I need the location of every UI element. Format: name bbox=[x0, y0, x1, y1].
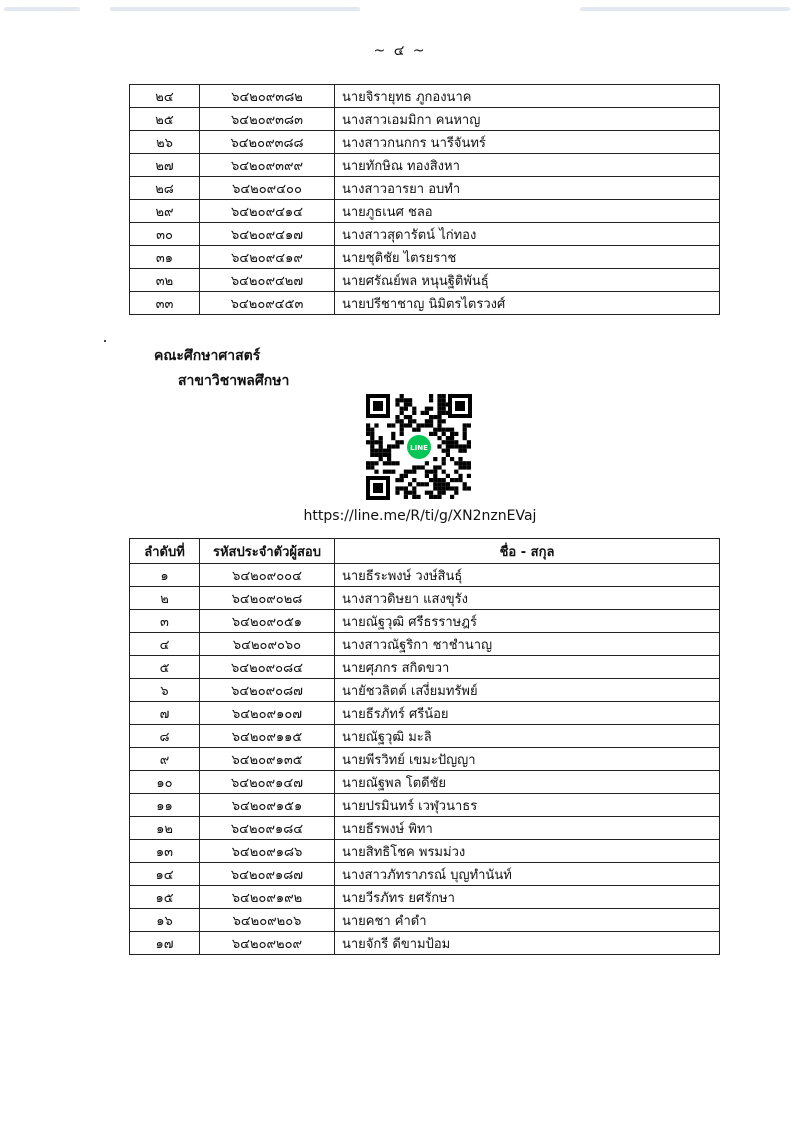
major-title: สาขาวิชาพลศึกษา bbox=[178, 373, 290, 389]
table-row bbox=[130, 177, 720, 200]
row-index: ๓ bbox=[130, 610, 200, 633]
row-index: ๒๙ bbox=[130, 200, 200, 223]
row-index: ๓๓ bbox=[130, 292, 200, 315]
row-code: ๖๔๒๐๙๐๘๗ bbox=[200, 679, 335, 702]
table-row bbox=[130, 656, 720, 679]
table-row bbox=[130, 932, 720, 955]
row-index: ๑๒ bbox=[130, 817, 200, 840]
row-name: นางสาวอารยา อบทำ bbox=[335, 177, 720, 200]
line-group-link[interactable]: https://line.me/R/ti/g/XN2nznEVaj bbox=[303, 508, 537, 524]
row-index: ๑๑ bbox=[130, 794, 200, 817]
row-code: ๖๔๒๐๙๑๓๕ bbox=[200, 748, 335, 771]
row-index: ๙ bbox=[130, 748, 200, 771]
row-name: นายวีรภัทร ยศรักษา bbox=[335, 886, 720, 909]
table-header-row bbox=[130, 539, 720, 564]
row-code: ๖๔๒๐๙๐๐๔ bbox=[200, 564, 335, 587]
row-index: ๑๖ bbox=[130, 909, 200, 932]
table-row bbox=[130, 771, 720, 794]
row-index: ๒๗ bbox=[130, 154, 200, 177]
table-row bbox=[130, 154, 720, 177]
row-name: นายธีรพงษ์ พิทา bbox=[335, 817, 720, 840]
row-index: ๑๕ bbox=[130, 886, 200, 909]
header-code: รหัสประจำตัวผู้สอบ bbox=[200, 539, 335, 564]
faint-header-line bbox=[0, 7, 800, 11]
row-code: ๖๔๒๐๙๔๑๙ bbox=[200, 246, 335, 269]
row-index: ๒๕ bbox=[130, 108, 200, 131]
table-row bbox=[130, 108, 720, 131]
row-code: ๖๔๒๐๙๑๙๒ bbox=[200, 886, 335, 909]
table-row bbox=[130, 702, 720, 725]
row-name: นายธีระพงษ์ วงษ์สินธุ์ bbox=[335, 564, 720, 587]
row-code: ๖๔๒๐๙๒๐๖ bbox=[200, 909, 335, 932]
row-name: นายปรมินทร์ เวฬุวนาธร bbox=[335, 794, 720, 817]
table-row bbox=[130, 223, 720, 246]
line-logo-text: LINE bbox=[410, 444, 428, 452]
table-row bbox=[130, 817, 720, 840]
row-index: ๒ bbox=[130, 587, 200, 610]
row-name: นายภูธเนศ ชลอ bbox=[335, 200, 720, 223]
bottom-student-table bbox=[129, 538, 720, 955]
table-row bbox=[130, 85, 720, 108]
row-code: ๖๔๒๐๙๓๘๓ bbox=[200, 108, 335, 131]
row-code: ๖๔๒๐๙๔๕๓ bbox=[200, 292, 335, 315]
row-code: ๖๔๒๐๙๑๑๕ bbox=[200, 725, 335, 748]
row-name: นายปรีชาชาญ นิมิตรไตรวงศ์ bbox=[335, 292, 720, 315]
row-code: ๖๔๒๐๙๑๘๖ bbox=[200, 840, 335, 863]
row-code: ๖๔๒๐๙๔๐๐ bbox=[200, 177, 335, 200]
row-code: ๖๔๒๐๙๐๖๐ bbox=[200, 633, 335, 656]
row-code: ๖๔๒๐๙๓๘๒ bbox=[200, 85, 335, 108]
row-index: ๒๘ bbox=[130, 177, 200, 200]
row-code: ๖๔๒๐๙๓๙๙ bbox=[200, 154, 335, 177]
row-name: นายศรัณย์พล หนุนฐิติพันธุ์ bbox=[335, 269, 720, 292]
qr-code-image bbox=[364, 392, 474, 502]
row-name: นายทักษิณ ทองสิงหา bbox=[335, 154, 720, 177]
row-index: ๑ bbox=[130, 564, 200, 587]
table-row bbox=[130, 633, 720, 656]
table-row bbox=[130, 269, 720, 292]
row-name: นายสิทธิโชค พรมม่วง bbox=[335, 840, 720, 863]
row-code: ๖๔๒๐๙๒๐๙ bbox=[200, 932, 335, 955]
row-code: ๖๔๒๐๙๐๒๘ bbox=[200, 587, 335, 610]
row-name: นายณัฐพล โตดีชัย bbox=[335, 771, 720, 794]
row-name: นางสาวภัทราภรณ์ บุญทำนันท์ bbox=[335, 863, 720, 886]
table-row bbox=[130, 246, 720, 269]
row-index: ๔ bbox=[130, 633, 200, 656]
row-index: ๑๐ bbox=[130, 771, 200, 794]
row-index: ๖ bbox=[130, 679, 200, 702]
table-row bbox=[130, 886, 720, 909]
row-index: ๘ bbox=[130, 725, 200, 748]
row-code: ๖๔๒๐๙๑๕๑ bbox=[200, 794, 335, 817]
table-row bbox=[130, 131, 720, 154]
header-name: ชื่อ - สกุล bbox=[335, 539, 720, 564]
row-name: นายจักรี ดีขามป้อม bbox=[335, 932, 720, 955]
row-code: ๖๔๒๐๙๓๘๘ bbox=[200, 131, 335, 154]
table-row bbox=[130, 909, 720, 932]
row-code: ๖๔๒๐๙๐๕๑ bbox=[200, 610, 335, 633]
stray-dot bbox=[104, 340, 106, 342]
table-row bbox=[130, 564, 720, 587]
row-name: นายัชวลิตต์ เสงี่ยมทรัพย์ bbox=[335, 679, 720, 702]
row-index: ๑๓ bbox=[130, 840, 200, 863]
row-name: นางสาวกนกกร นารีจันทร์ bbox=[335, 131, 720, 154]
row-code: ๖๔๒๐๙๔๒๗ bbox=[200, 269, 335, 292]
row-name: นางสาวดิษยา แสงขุรัง bbox=[335, 587, 720, 610]
row-code: ๖๔๒๐๙๑๐๗ bbox=[200, 702, 335, 725]
faculty-title: คณะศึกษาศาสตร์ bbox=[154, 348, 261, 364]
row-name: นายจิรายุทธ ภูกองนาค bbox=[335, 85, 720, 108]
row-index: ๑๔ bbox=[130, 863, 200, 886]
table-row bbox=[130, 794, 720, 817]
row-name: นายณัฐวุฒิ ศรีธรราษฎร์ bbox=[335, 610, 720, 633]
top-student-table bbox=[129, 84, 720, 315]
row-name: นายณัฐวุฒิ มะลิ bbox=[335, 725, 720, 748]
row-index: ๑๗ bbox=[130, 932, 200, 955]
row-index: ๒๔ bbox=[130, 85, 200, 108]
table-row bbox=[130, 840, 720, 863]
row-index: ๕ bbox=[130, 656, 200, 679]
row-name: นายคชา คำดำ bbox=[335, 909, 720, 932]
row-index: ๓๑ bbox=[130, 246, 200, 269]
row-index: ๒๖ bbox=[130, 131, 200, 154]
row-index: ๓๒ bbox=[130, 269, 200, 292]
row-code: ๖๔๒๐๙๑๔๗ bbox=[200, 771, 335, 794]
row-code: ๖๔๒๐๙๔๑๔ bbox=[200, 200, 335, 223]
row-code: ๖๔๒๐๙๔๑๗ bbox=[200, 223, 335, 246]
row-code: ๖๔๒๐๙๑๘๔ bbox=[200, 817, 335, 840]
row-code: ๖๔๒๐๙๑๘๗ bbox=[200, 863, 335, 886]
header-index: ลำดับที่ bbox=[130, 539, 200, 564]
row-code: ๖๔๒๐๙๐๘๔ bbox=[200, 656, 335, 679]
table-row bbox=[130, 587, 720, 610]
row-name: นางสาวสุดารัตน์ ไก่ทอง bbox=[335, 223, 720, 246]
table-row bbox=[130, 200, 720, 223]
row-name: นางสาวเอมมิกา คนหาญ bbox=[335, 108, 720, 131]
row-name: นายชุติชัย ไตรยราช bbox=[335, 246, 720, 269]
row-index: ๓๐ bbox=[130, 223, 200, 246]
table-row bbox=[130, 748, 720, 771]
table-row bbox=[130, 863, 720, 886]
table-row bbox=[130, 610, 720, 633]
row-name: นางสาวณัฐริกา ชาชำนาญ bbox=[335, 633, 720, 656]
table-row bbox=[130, 292, 720, 315]
table-row bbox=[130, 725, 720, 748]
row-name: นายพีรวิทย์ เขมะปัญญา bbox=[335, 748, 720, 771]
row-name: นายศุภกร สกิดขวา bbox=[335, 656, 720, 679]
page-number: ~ ๔ ~ bbox=[373, 43, 427, 59]
row-index: ๗ bbox=[130, 702, 200, 725]
table-row bbox=[130, 679, 720, 702]
row-name: นายธีรภัทร์ ศรีน้อย bbox=[335, 702, 720, 725]
